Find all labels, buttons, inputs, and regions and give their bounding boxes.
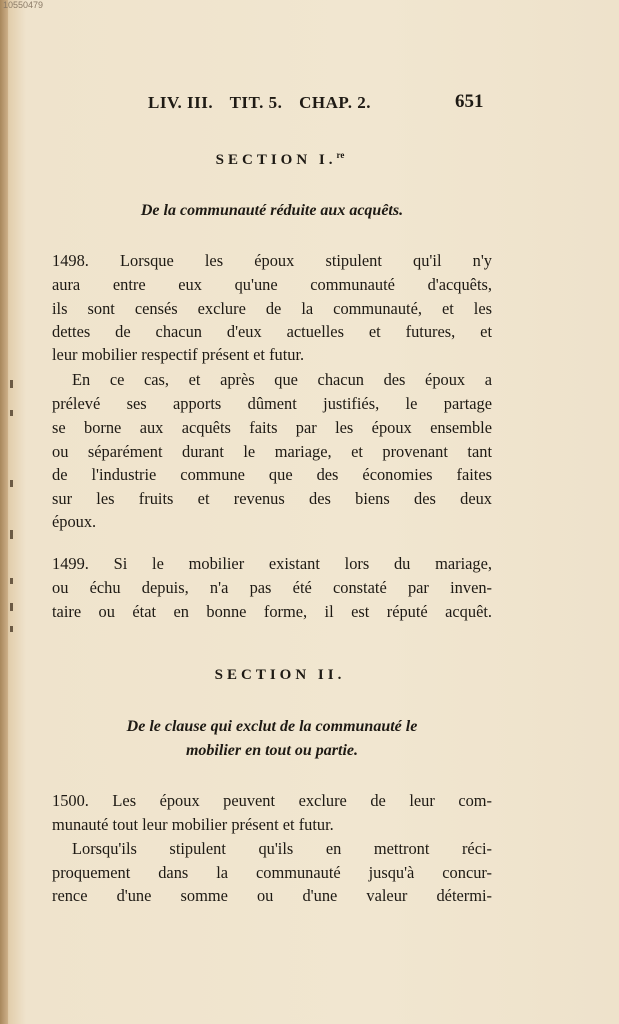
margin-mark [10, 578, 13, 584]
section-2-subtitle-line-2: mobilier en tout ou partie. [185, 742, 358, 759]
text-line: 1498. Lorsque les époux stipulent qu'il n'y [52, 251, 492, 270]
text-line: leur mobilier respectif présent et futur. [52, 345, 305, 364]
text-line: proquement dans la communauté jusqu'à concur- [52, 863, 492, 882]
text-line: époux. [52, 512, 97, 531]
shelfmark: 10550479 [3, 0, 44, 10]
text-line: ils sont censés exclure de la communauté, et les [52, 299, 492, 318]
section-2-subtitle-line-1: De le clause qui exclut de la communauté le [126, 718, 418, 735]
text-line: En ce cas, et après que chacun des époux a [72, 370, 492, 389]
text-line: rence d'une somme ou d'une valeur détermi- [52, 886, 492, 905]
page-number: 651 [455, 91, 484, 112]
text-line: sur les fruits et revenus des biens des deux [52, 489, 492, 508]
running-header [148, 93, 383, 113]
margin-mark [10, 626, 13, 632]
text-line: ou échu depuis, n'a pas été constaté par inven- [52, 578, 492, 597]
section-1-title-sup: re [336, 150, 345, 160]
text-line: taire ou état en bonne forme, il est réputé acquêt. [52, 602, 492, 621]
header-titre: TIT. 5. [229, 93, 283, 112]
margin-mark [10, 530, 13, 539]
margin-mark [10, 380, 13, 388]
margin-mark [10, 603, 13, 611]
section-1-subtitle: De la communauté réduite aux acquêts. [140, 202, 404, 219]
text-line: aura entre eux qu'une communauté d'acquêts, [52, 275, 492, 294]
text-line: Lorsqu'ils stipulent qu'ils en mettront réci- [72, 839, 492, 858]
text-line: munauté tout leur mobilier présent et futur. [52, 815, 334, 834]
header-livre: LIV. III. [148, 93, 214, 112]
text-line: de l'industrie commune que des économies faites [52, 465, 492, 484]
text-line: se borne aux acquêts faits par les époux ensemble [52, 418, 492, 437]
section-1-title [0, 150, 560, 169]
margin-mark [10, 480, 13, 487]
section-2-title: SECTION II. [214, 667, 346, 683]
text-line: prélevé ses apports dûment justifiés, le partage [52, 394, 492, 413]
text-line: dettes de chacun d'eux actuelles et futures, et [52, 322, 492, 341]
section-1-title-text: SECTION I. [215, 152, 337, 168]
text-line: ou séparément durant le mariage, et provenant tant [52, 442, 492, 461]
text-line: 1500. Les époux peuvent exclure de leur com- [52, 791, 492, 810]
margin-mark [10, 410, 13, 416]
header-chapitre: CHAP. 2. [299, 93, 371, 112]
text-line: 1499. Si le mobilier existant lors du mariage, [52, 554, 492, 573]
